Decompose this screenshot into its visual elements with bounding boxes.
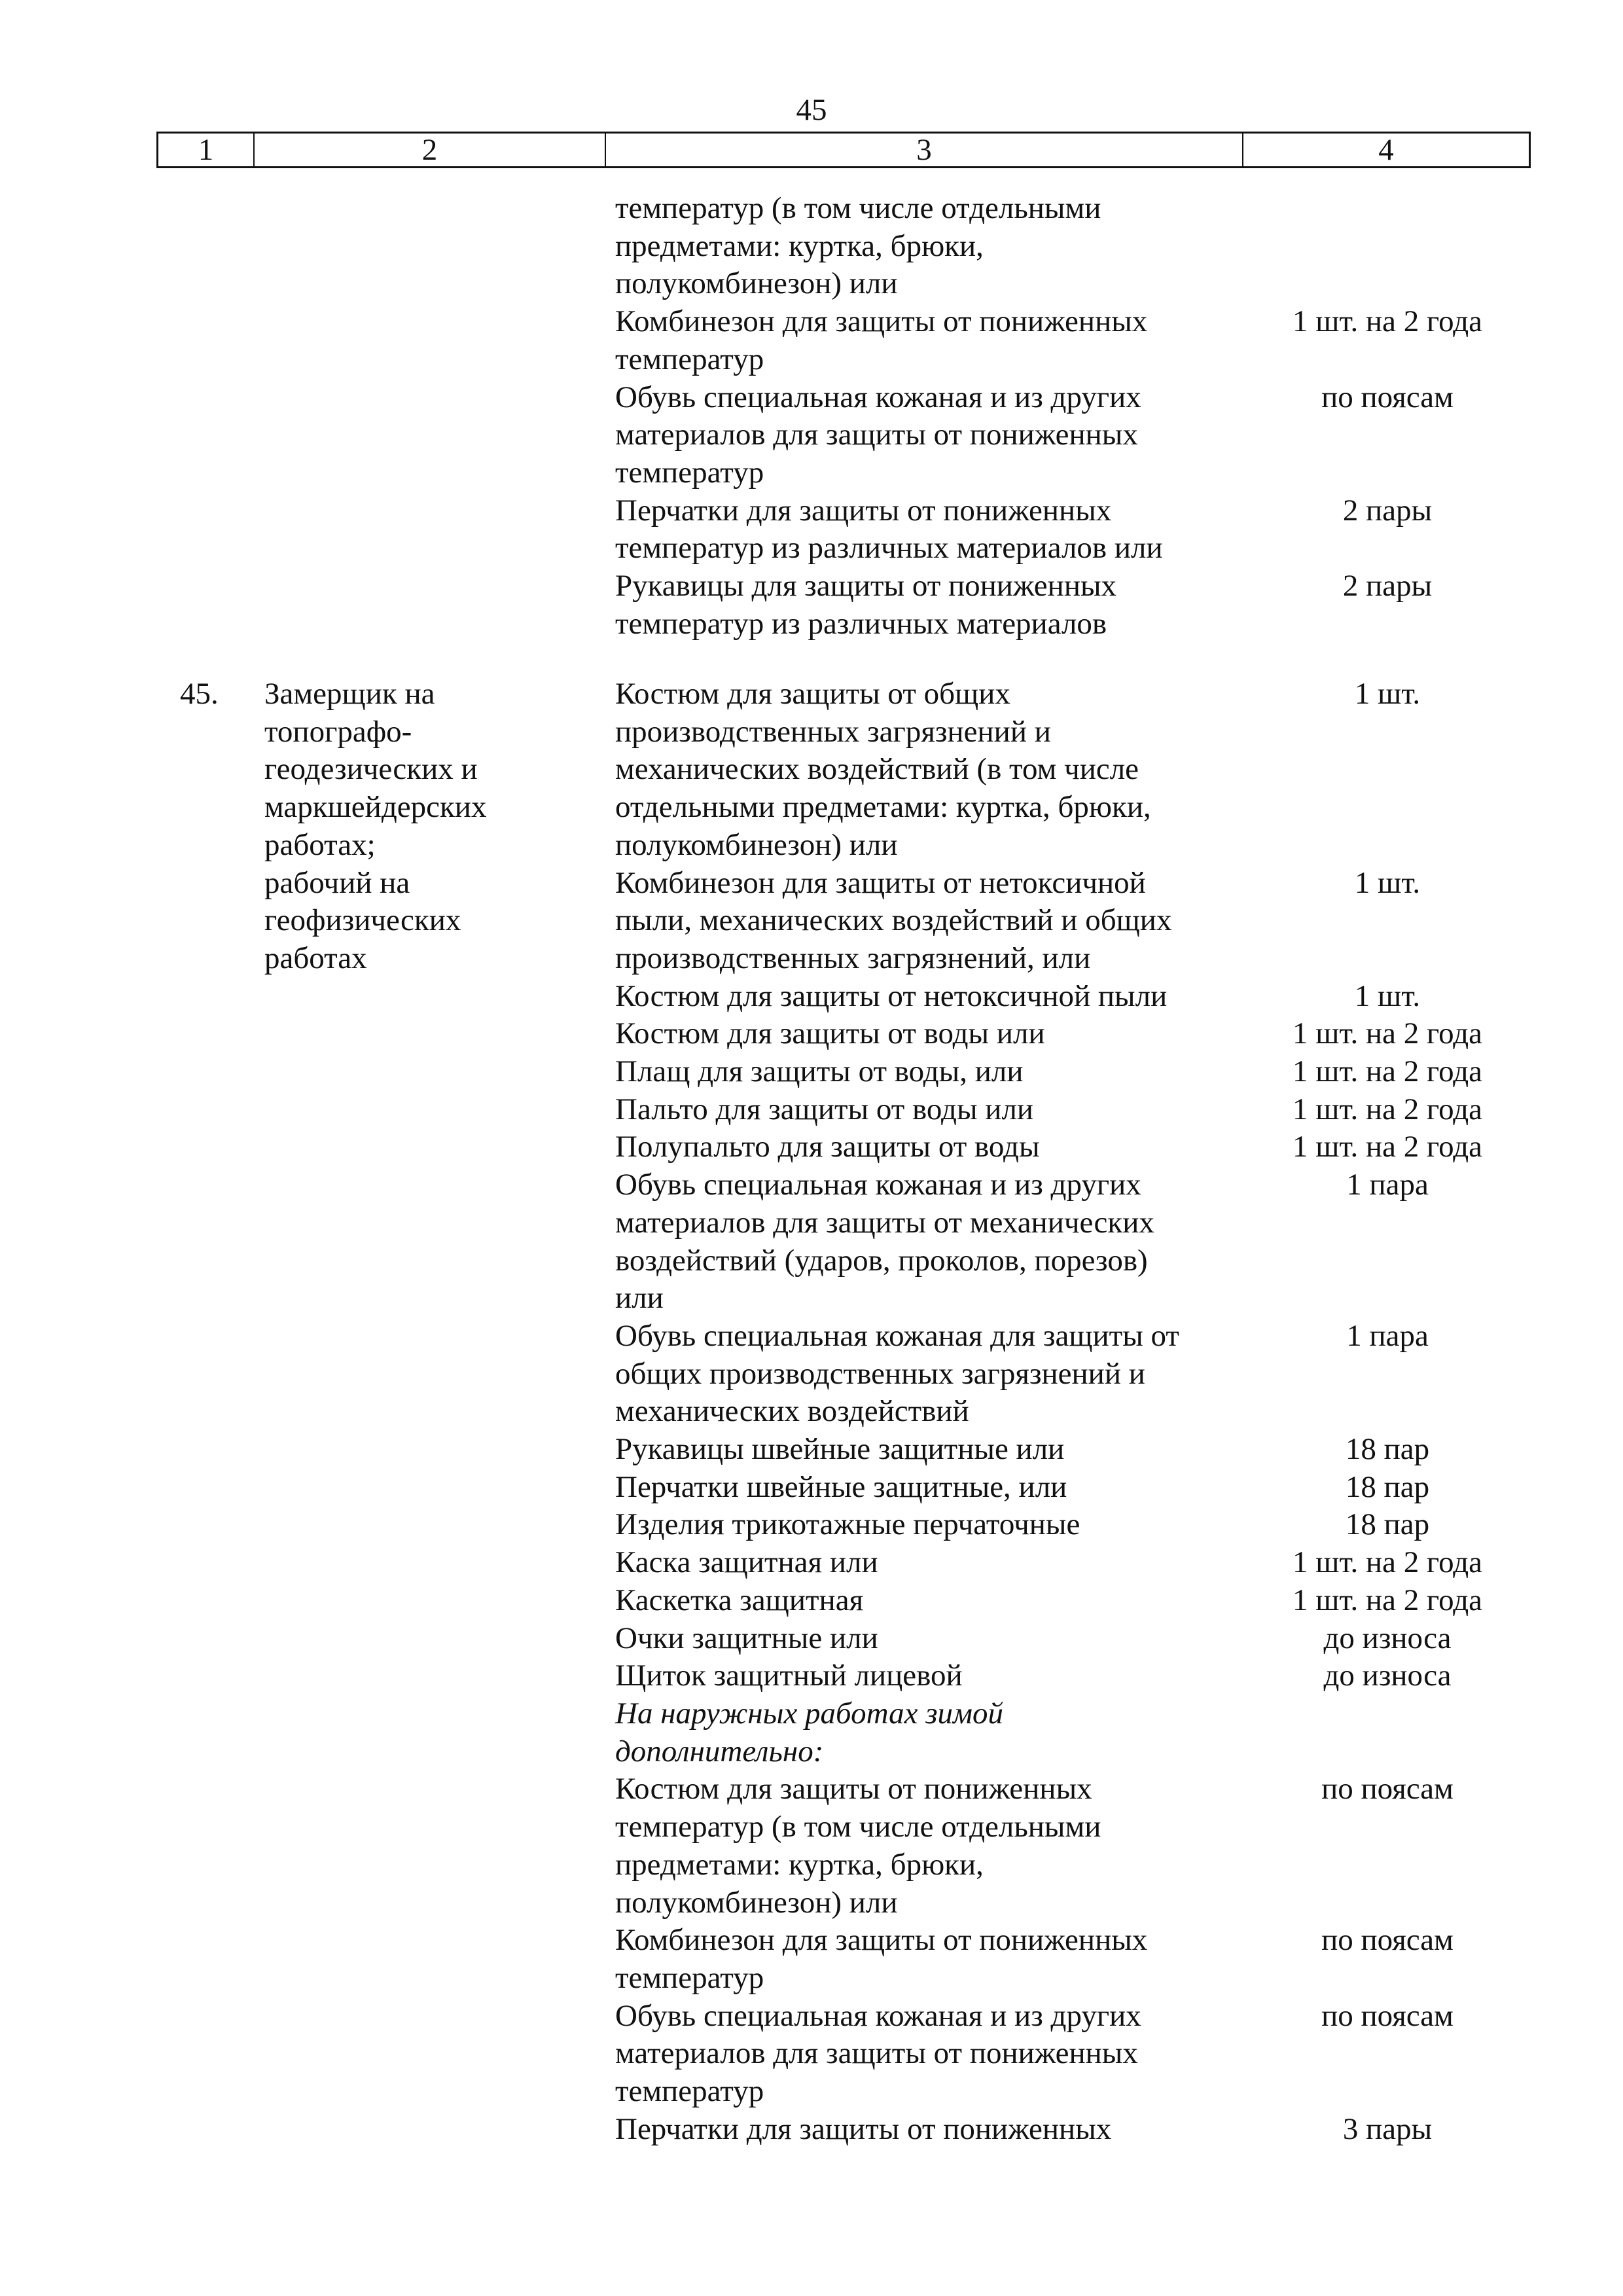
item-line: полукомбинезон) или xyxy=(615,827,898,862)
item-line: материалов для защиты от механических xyxy=(615,1205,1154,1240)
item-quantity: 2 пары xyxy=(1342,493,1433,528)
item-description xyxy=(615,492,1243,567)
item-line: общих производственных загрязнений и xyxy=(615,1356,1145,1391)
list-item xyxy=(0,1922,1623,1997)
list-item xyxy=(0,865,1623,978)
list-item xyxy=(0,1469,1623,1507)
item-quantity: 1 пара xyxy=(1346,1168,1429,1202)
item-quantity xyxy=(1243,1695,1531,1770)
item-description xyxy=(615,1657,1243,1695)
continuation-section xyxy=(0,190,1623,643)
page-number: 45 xyxy=(796,93,827,127)
item-description xyxy=(615,1620,1243,1658)
item-quantity: до износа xyxy=(1323,1659,1452,1693)
item-line: Костюм для защиты от общих xyxy=(615,677,1010,711)
item-line: Обувь специальная кожаная для защиты от xyxy=(615,1318,1179,1353)
item-quantity: 1 шт. на 2 года xyxy=(1293,1092,1482,1126)
item-line: температур (в том числе отдельными xyxy=(615,1810,1101,1844)
item-line: температур (в том числе отдельными xyxy=(615,191,1101,225)
list-item xyxy=(0,1431,1623,1469)
item-line: механических воздействий xyxy=(615,1394,969,1429)
list-item xyxy=(0,2111,1623,2149)
item-description xyxy=(615,567,1243,643)
item-line: материалов для защиты от пониженных xyxy=(615,2036,1138,2071)
item-line: температур xyxy=(615,2074,764,2109)
item-line: Полупальто для защиты от воды xyxy=(615,1130,1040,1164)
item-line: дополнительно: xyxy=(615,1734,824,1768)
item-line: предметами: куртка, брюки, xyxy=(615,1847,984,1882)
item-quantity: 1 шт. на 2 года xyxy=(1293,304,1482,339)
item-line: температур из различных материалов xyxy=(615,606,1107,641)
list-item xyxy=(0,1015,1623,1053)
item-line: Каска защитная или xyxy=(615,1545,878,1580)
list-item xyxy=(0,1770,1623,1922)
list-item xyxy=(0,190,1623,303)
profession-line: топографо- xyxy=(264,714,412,749)
item-line: Костюм для защиты от воды или xyxy=(615,1016,1045,1051)
item-line: полукомбинезон) или xyxy=(615,266,898,301)
list-item xyxy=(0,379,1623,492)
item-description xyxy=(615,1544,1243,1582)
list-item xyxy=(0,1128,1623,1166)
list-item xyxy=(0,1582,1623,1620)
profession-line: Замерщик на xyxy=(264,677,435,711)
list-item xyxy=(0,978,1623,1016)
item-line: Изделия трикотажные перчаточные xyxy=(615,1507,1080,1542)
item-quantity: 3 пары xyxy=(1342,2111,1433,2146)
item-description xyxy=(615,2111,1243,2149)
item-line: Перчатки для защиты от пониженных xyxy=(615,2111,1112,2146)
item-description xyxy=(615,1582,1243,1620)
profession-line: работах; xyxy=(264,827,376,862)
item-description xyxy=(615,1091,1243,1129)
item-quantity: 1 шт. на 2 года xyxy=(1293,1545,1482,1580)
profession-line: работах xyxy=(264,941,367,975)
item-line: производственных загрязнений, или xyxy=(615,941,1091,975)
item-line: температур xyxy=(615,342,764,376)
item-description xyxy=(615,865,1243,978)
list-item xyxy=(0,1166,1623,1318)
item-line: механических воздействий (в том числе xyxy=(615,752,1139,787)
item-description xyxy=(615,1318,1243,1431)
item-description xyxy=(615,379,1243,492)
item-description xyxy=(615,1053,1243,1091)
list-item xyxy=(0,1053,1623,1091)
list-item xyxy=(0,492,1623,567)
item-description xyxy=(615,1128,1243,1166)
item-line: или xyxy=(615,1281,664,1316)
header-col-3: 3 xyxy=(606,134,1243,166)
item-quantity: 1 шт. на 2 года xyxy=(1293,1130,1482,1164)
list-item xyxy=(0,567,1623,643)
entry-45-section xyxy=(0,675,1623,2148)
list-item xyxy=(0,1318,1623,1431)
item-quantity: 1 шт. xyxy=(1354,865,1421,900)
item-description xyxy=(615,1166,1243,1318)
entry-number: 45. xyxy=(180,677,219,711)
item-description xyxy=(615,1015,1243,1053)
item-quantity: 2 пары xyxy=(1342,569,1433,603)
list-item xyxy=(0,1620,1623,1658)
item-line: Обувь специальная кожаная и из других xyxy=(615,1998,1141,2033)
item-line: Перчатки швейные защитные, или xyxy=(615,1469,1067,1504)
item-quantity: до износа xyxy=(1323,1621,1452,1655)
item-line: Рукавицы для защиты от пониженных xyxy=(615,569,1117,603)
list-item xyxy=(0,1544,1623,1582)
profession-line: рабочий на xyxy=(264,865,410,900)
item-line: отдельными предметами: куртка, брюки, xyxy=(615,790,1151,825)
list-item xyxy=(0,1998,1623,2111)
header-col-4: 4 xyxy=(1378,133,1394,167)
list-item xyxy=(0,303,1623,378)
item-line: Плащ для защиты от воды, или xyxy=(615,1054,1024,1089)
header-col-2: 2 xyxy=(255,134,606,166)
item-line: производственных загрязнений и xyxy=(615,714,1051,749)
item-line: Пальто для защиты от воды или xyxy=(615,1092,1034,1126)
item-line: температур xyxy=(615,455,764,490)
item-line: На наружных работах зимой xyxy=(615,1696,1004,1731)
item-description xyxy=(615,1998,1243,2111)
item-line: воздействий (ударов, проколов, порезов) xyxy=(615,1243,1148,1278)
profession-line: маркшейдерских xyxy=(264,790,487,825)
header-col-1: 1 xyxy=(158,134,255,166)
item-line: температур xyxy=(615,1960,764,1995)
item-line: Обувь специальная кожаная и из других xyxy=(615,1168,1141,1202)
item-quantity xyxy=(1243,190,1531,303)
profession xyxy=(264,675,486,978)
item-description xyxy=(615,1469,1243,1507)
item-line: Комбинезон для защиты от нетоксичной xyxy=(615,865,1146,900)
item-line: Комбинезон для защиты от пониженных xyxy=(615,304,1148,339)
item-line: полукомбинезон) или xyxy=(615,1885,898,1920)
item-quantity: 18 пар xyxy=(1345,1469,1430,1504)
list-item xyxy=(0,1506,1623,1544)
item-description xyxy=(615,675,1243,865)
item-quantity: по поясам xyxy=(1321,1998,1454,2033)
item-line: Рукавицы швейные защитные или xyxy=(615,1432,1065,1467)
item-description xyxy=(615,978,1243,1016)
item-description xyxy=(615,1431,1243,1469)
item-line: Костюм для защиты от пониженных xyxy=(615,1772,1092,1806)
item-line: предметами: куртка, брюки, xyxy=(615,228,984,263)
item-quantity: 1 шт. на 2 года xyxy=(1293,1054,1482,1089)
item-quantity: по поясам xyxy=(1321,1772,1454,1806)
item-line: Очки защитные или xyxy=(615,1621,878,1655)
item-line: материалов для защиты от пониженных xyxy=(615,418,1138,452)
item-quantity: 1 шт. xyxy=(1354,677,1421,711)
item-quantity: 1 шт. на 2 года xyxy=(1293,1583,1482,1617)
item-line: Перчатки для защиты от пониженных xyxy=(615,493,1112,528)
table-header xyxy=(156,132,1531,168)
list-item xyxy=(0,1657,1623,1695)
item-quantity: 18 пар xyxy=(1345,1507,1430,1542)
item-line: Каскетка защитная xyxy=(615,1583,864,1617)
item-description xyxy=(615,1922,1243,1997)
item-line: Обувь специальная кожаная и из других xyxy=(615,380,1141,414)
item-quantity: 1 шт. на 2 года xyxy=(1293,1016,1482,1051)
item-description xyxy=(615,1770,1243,1922)
item-quantity: по поясам xyxy=(1321,380,1454,414)
item-description xyxy=(615,303,1243,378)
item-quantity: 1 пара xyxy=(1346,1318,1429,1353)
item-line: Костюм для защиты от нетоксичной пыли xyxy=(615,978,1168,1013)
item-quantity: по поясам xyxy=(1321,1923,1454,1958)
item-quantity: 1 шт. xyxy=(1354,978,1421,1013)
item-description xyxy=(615,190,1243,303)
item-line: Комбинезон для защиты от пониженных xyxy=(615,1923,1148,1958)
list-item xyxy=(0,675,1623,865)
list-item xyxy=(0,1091,1623,1129)
item-description xyxy=(615,1506,1243,1544)
item-line: Щиток защитный лицевой xyxy=(615,1659,963,1693)
profession-line: геофизических xyxy=(264,903,461,938)
profession-line: геодезических и xyxy=(264,752,478,787)
list-item xyxy=(0,1695,1623,1770)
item-description xyxy=(615,1695,1243,1770)
item-quantity: 18 пар xyxy=(1345,1432,1430,1467)
item-line: температур из различных материалов или xyxy=(615,531,1163,565)
item-line: пыли, механических воздействий и общих xyxy=(615,903,1172,938)
